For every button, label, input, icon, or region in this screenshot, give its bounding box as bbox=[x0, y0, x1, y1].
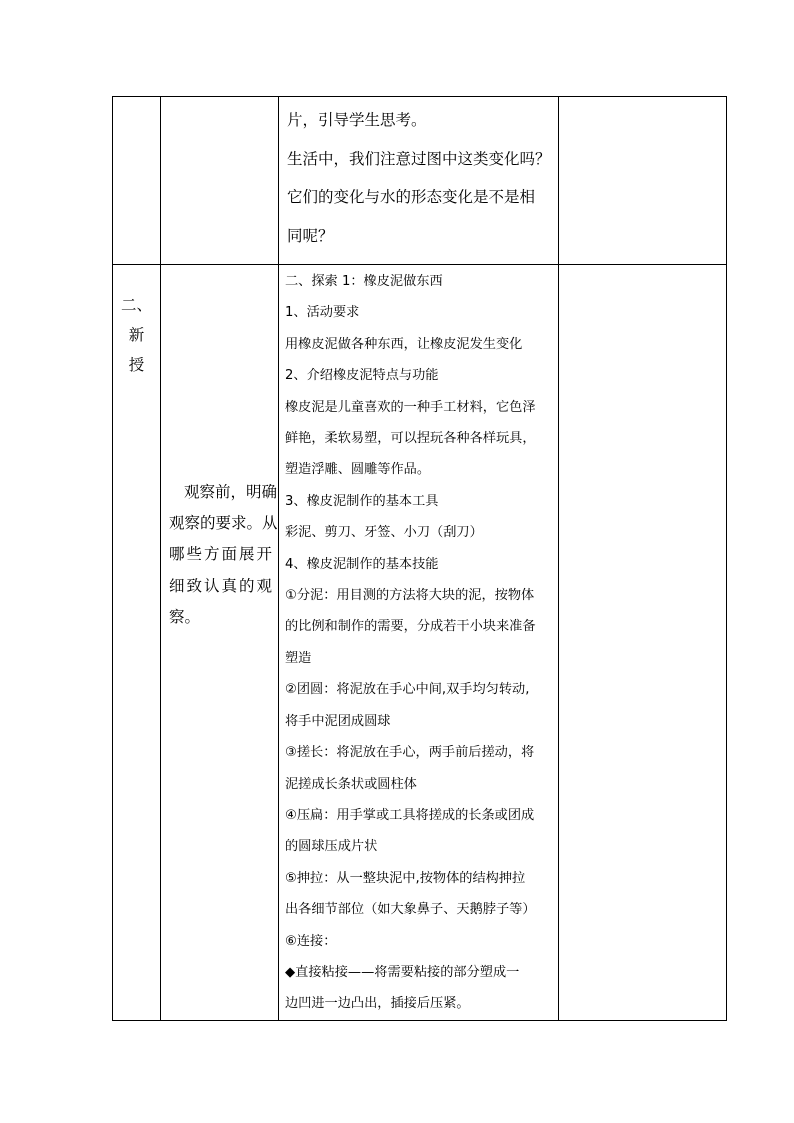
content-line: 边凹进一边凸出，插接后压紧。 bbox=[285, 996, 470, 1012]
content-line: 二、探索 1：橡皮泥做东西 bbox=[285, 274, 443, 289]
step-cell bbox=[113, 97, 161, 265]
content-line: 片，引导学生思考。 bbox=[287, 111, 427, 129]
observation-cell bbox=[161, 265, 279, 1021]
step-label-line: 授 bbox=[128, 356, 145, 374]
content-line: ⑤抻拉：从一整块泥中,按物体的结构抻拉 bbox=[285, 870, 526, 886]
content-text bbox=[279, 265, 558, 1020]
step-label-line: 新 bbox=[128, 326, 145, 344]
content-line: 鲜艳，柔软易塑，可以捏玩各种各样玩具， bbox=[285, 431, 536, 447]
observation-line: 观察的要求。从 bbox=[169, 514, 278, 533]
content-line: 出各细节部位（如大象鼻子、天鹅脖子等） bbox=[285, 902, 536, 918]
observation-line: 观察前，明确 bbox=[184, 483, 278, 501]
content-line: ③搓长：将泥放在手心，两手前后搓动，将 bbox=[285, 745, 535, 761]
content-line: 2、介绍橡皮泥特点与功能 bbox=[285, 368, 439, 384]
content-line: ④压扁：用手掌或工具将搓成的长条或团成 bbox=[285, 807, 535, 823]
step-title bbox=[113, 265, 160, 380]
content-line: 泥搓成长条状或圆柱体 bbox=[285, 776, 417, 792]
observation-cell bbox=[161, 97, 279, 265]
content-text bbox=[279, 97, 558, 255]
lesson-plan-table bbox=[112, 96, 727, 1021]
content-line: 塑造 bbox=[285, 650, 312, 666]
content-line: 它们的变化与水的形态变化是不是相 bbox=[287, 188, 536, 206]
content-line: 3、橡皮泥制作的基本工具 bbox=[285, 493, 439, 509]
step-cell bbox=[113, 265, 161, 1021]
content-cell bbox=[279, 97, 559, 265]
content-line: 塑造浮雕、圆雕等作品。 bbox=[285, 462, 431, 478]
content-line: 橡皮泥是儿童喜欢的一种手工材料，它色泽 bbox=[285, 399, 536, 415]
table-row bbox=[113, 97, 727, 265]
step-label-line: 二、 bbox=[120, 296, 152, 314]
content-line: ◆直接粘接——将需要粘接的部分塑成一 bbox=[285, 964, 520, 980]
notes-cell bbox=[559, 265, 727, 1021]
content-line: 用橡皮泥做各种东西，让橡皮泥发生变化 bbox=[285, 336, 523, 352]
content-line: 4、橡皮泥制作的基本技能 bbox=[285, 556, 439, 572]
observation-line: 察。 bbox=[169, 607, 201, 626]
content-line: 同呢？ bbox=[287, 226, 334, 245]
observation-line: 细致认真的观 bbox=[169, 576, 272, 595]
table-row bbox=[113, 265, 727, 1021]
content-line: 的圆球压成片状 bbox=[285, 839, 378, 855]
content-line: ②团圆：将泥放在手心中间,双手均匀转动, bbox=[285, 682, 530, 698]
content-line: ①分泥：用目测的方法将大块的泥，按物体 bbox=[285, 588, 535, 604]
observation-text bbox=[161, 265, 278, 633]
content-line: 1、活动要求 bbox=[285, 305, 360, 321]
content-line: 的比例和制作的需要，分成若干小块来准备 bbox=[285, 619, 536, 635]
content-line: ⑥连接： bbox=[285, 933, 337, 949]
notes-cell bbox=[559, 97, 727, 265]
content-line: 彩泥、剪刀、牙签、小刀（刮刀） bbox=[285, 525, 483, 541]
content-line: 将手中泥团成圆球 bbox=[285, 713, 391, 729]
content-cell bbox=[279, 265, 559, 1021]
observation-line: 哪些方面展开 bbox=[169, 545, 272, 564]
content-line: 生活中，我们注意过图中这类变化吗？ bbox=[287, 149, 551, 168]
